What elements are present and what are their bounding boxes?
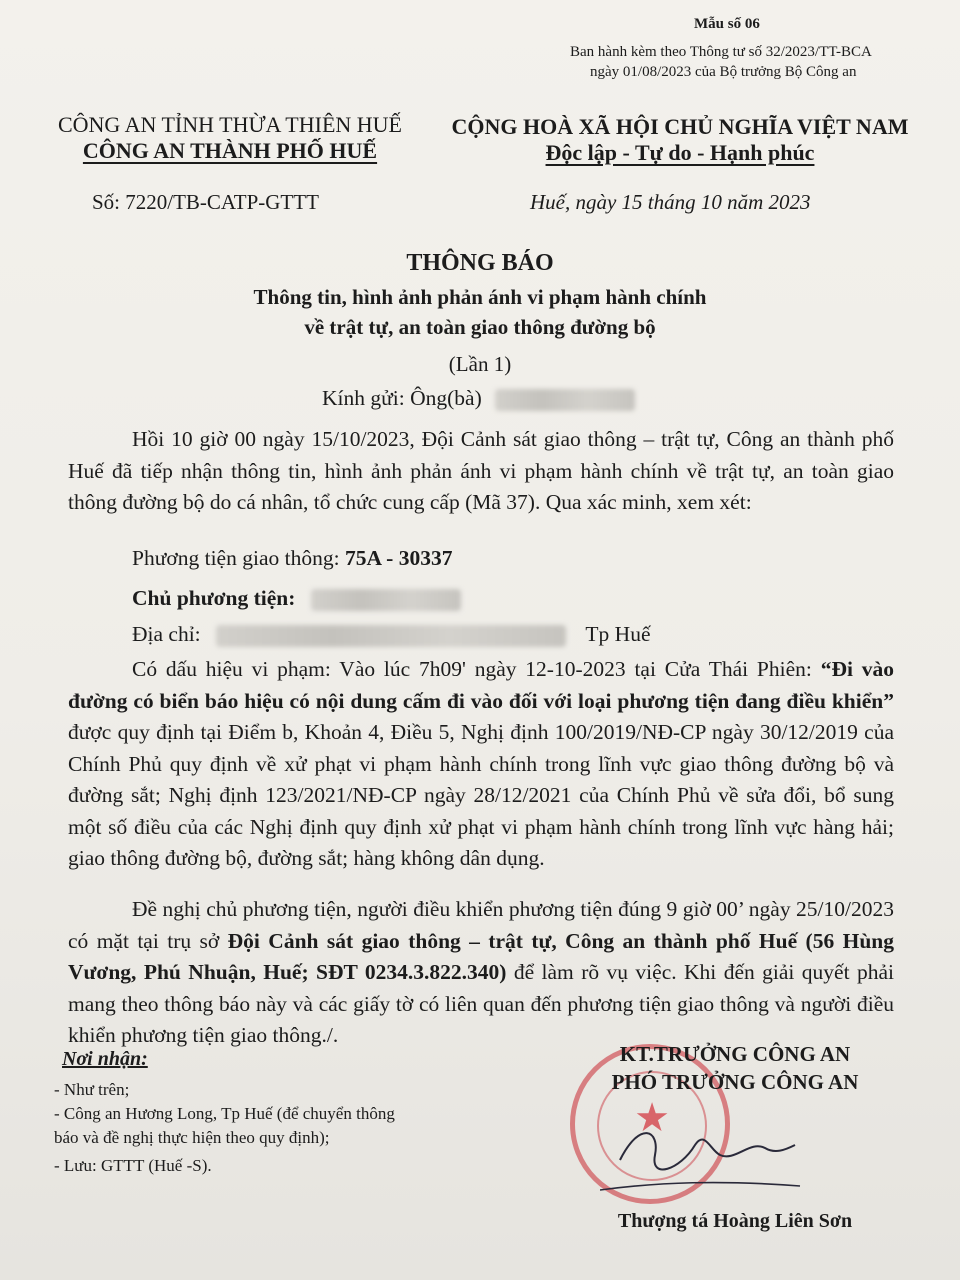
form-issued-line-2: ngày 01/08/2023 của Bộ trưởng Bộ Công an [590,64,857,80]
redacted-owner-name [311,589,461,611]
document-subtitle-2: về trật tự, an toàn giao thông đường bộ [304,315,656,339]
vehicle-plate: 75A - 30337 [344,546,453,570]
address-label: Địa chỉ: [132,622,201,646]
document-title: THÔNG BÁO [406,250,554,276]
recipient-item-1: - Như trên; [54,1080,130,1099]
owner-label: Chủ phương tiện: [132,586,296,610]
request-instructions: để làm rõ vụ việc. Khi đến giải quyết phải mang theo thông báo này và các giấy tờ có liên quan đến phương tiện giao thông và người điều khiển phương tiện giao thông./. [68,960,894,1047]
national-motto: Độc lập - Tự do - Hạnh phúc [545,140,815,165]
request-office: Đội Cảnh sát giao thông – trật tự, Công an thành phố Huế (56 Hùng Vương, Phú Nhuận, Huế; SĐT 0234.3.822.340) [68,928,894,984]
handwritten-signature [600,1110,810,1200]
vehicle-label: Phương tiện giao thông: [132,546,345,570]
recipient-item-3: - Lưu: GTTT (Huế -S). [54,1156,212,1175]
violation-legal-basis: được quy định tại Điểm b, Khoản 4, Điều 5, Nghị định 100/2019/NĐ-CP ngày 30/12/2019 của Chính Phủ quy định về xử phạt vi phạm hành chính trong lĩnh vực giao thông đường bộ và đường sắt; Nghị định 123/2021/NĐ-CP ngày 28/12/2021 của Chính Phủ về sửa đổi, bổ sung một số điều của các Nghị định quy định xử phạt vi phạm hành chính trong lĩnh vực hàng hải; giao thông đường bộ, đường sắt; hàng không dân dụng. [68,720,894,870]
signature-title-2: PHÓ TRƯỞNG CÔNG AN [611,1070,859,1094]
request-paragraph [68,894,894,1052]
place-date: Huế, ngày 15 tháng 10 năm 2023 [530,190,811,214]
document-number: Số: 7220/TB-CATP-GTTT [92,190,319,214]
redacted-recipient-name [495,389,635,411]
recipient-label: Kính gửi: Ông(bà) [322,386,482,410]
request-intro: Đề nghị chủ phương tiện, người điều khiển phương tiện đúng 9 giờ 00’ ngày 25/10/2023 có mặt tại trụ sở [68,897,894,953]
recipient-item-2b: báo và đề nghị thực hiện theo quy định); [54,1128,330,1147]
owner-line [132,586,461,611]
violation-paragraph [68,654,894,875]
intro-paragraph: Hồi 10 giờ 00 ngày 15/10/2023, Đội Cảnh sát giao thông – trật tự, Công an thành phố Huế đã tiếp nhận thông tin, hình ảnh phản ánh vi phạm hành chính về trật tự, an toàn giao thông đường bộ do cá nhân, tổ chức cung cấp (Mã 37). Qua xác minh, xem xét: [68,427,894,514]
signer-name: Thượng tá Hoàng Liên Sơn [617,1210,853,1232]
recipients-title: Nơi nhận: [62,1048,148,1070]
signature-title-1: KT.TRƯỞNG CÔNG AN [619,1042,851,1066]
agency-name: CÔNG AN THÀNH PHỐ HUẾ [82,138,378,163]
redacted-address [216,625,566,647]
star-icon: ★ [634,1095,670,1141]
address-line [132,622,651,647]
document-subtitle-1: Thông tin, hình ảnh phản ánh vi phạm hành chính [253,285,707,309]
country-name: CỘNG HOÀ XÃ HỘI CHỦ NGHĨA VIỆT NAM [451,114,909,139]
vehicle-line [132,546,452,571]
notice-time: (Lần 1) [448,352,512,376]
violation-intro: Có dấu hiệu vi phạm: Vào lúc 7h09' ngày 12-10-2023 tại Cửa Thái Phiên: [132,657,821,681]
form-issued-line-1: Ban hành kèm theo Thông tư số 32/2023/TT-BCA [570,44,872,60]
recipient-line [322,386,635,411]
address-city: Tp Huế [585,622,651,646]
violation-description: “Đi vào đường có biển báo hiệu có nội dung cấm đi vào đối với loại phương tiện đang điều khiển” [68,657,895,713]
form-number: Mẫu số 06 [694,16,760,32]
recipient-item-2a: - Công an Hương Long, Tp Huế (để chuyển thông [54,1104,395,1123]
agency-parent: CÔNG AN TỈNH THỪA THIÊN HUẾ [57,112,402,137]
